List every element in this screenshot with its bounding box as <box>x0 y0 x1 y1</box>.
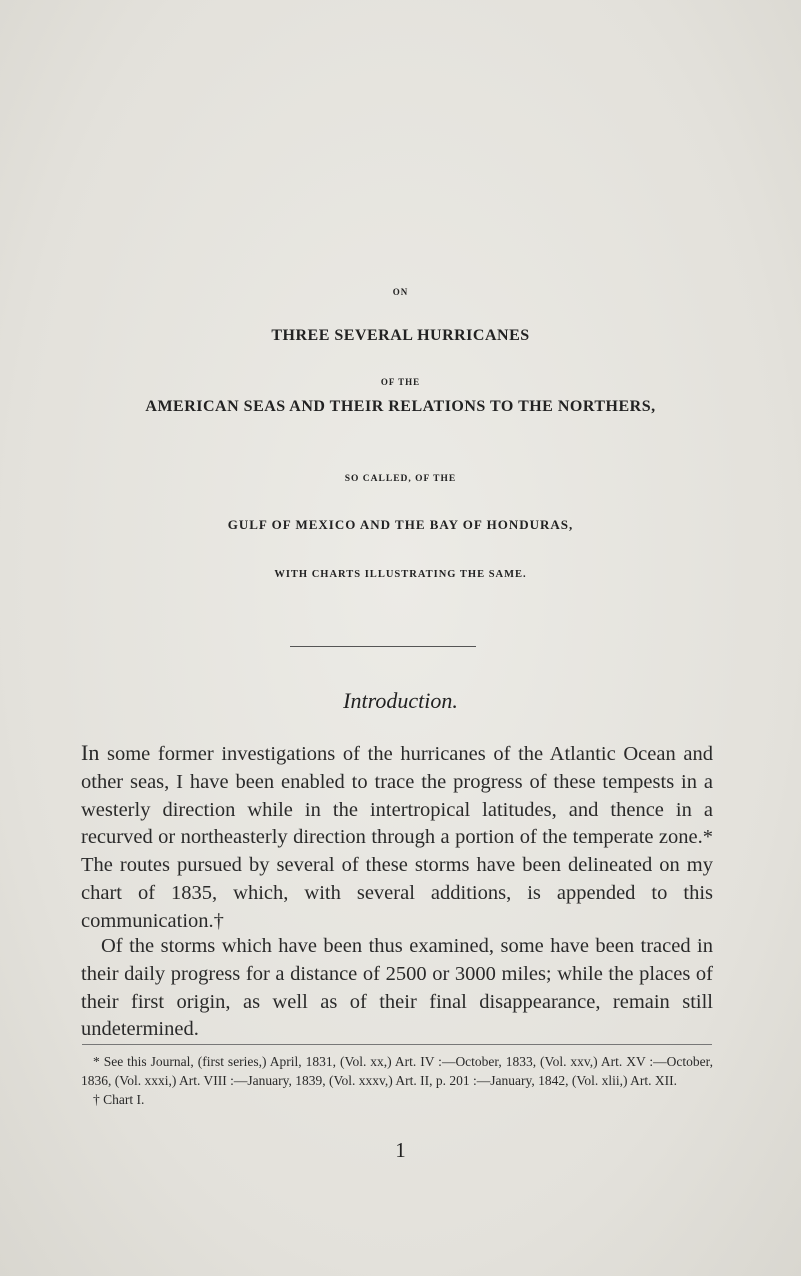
title-charts-line: WITH CHARTS ILLUSTRATING THE SAME. <box>274 569 527 580</box>
title-line-1: THREE SEVERAL HURRICANES <box>271 327 530 344</box>
paragraph-2-text: Of the storms which have been thus examined, some have been traced in their daily progress for a distance of 2500 or 3000 miles; while the places of their first origin, as well as of their final disappearance, remain still undetermined. <box>81 935 713 1041</box>
title-so-called: SO CALLED, OF THE <box>344 474 457 484</box>
footnote-rule <box>82 1044 712 1045</box>
paragraph-2 <box>81 933 713 1044</box>
section-heading: Introduction. <box>343 688 458 713</box>
paragraph-1 <box>81 739 713 936</box>
title-line-2: AMERICAN SEAS AND THEIR RELATIONS TO THE NORTHERS, <box>145 398 656 415</box>
title-divider <box>290 646 476 647</box>
footnotes <box>81 1052 713 1109</box>
title-line-3: GULF OF MEXICO AND THE BAY OF HONDURAS, <box>227 517 574 532</box>
footnote-2: † Chart I. <box>93 1092 145 1107</box>
paragraph-1-text: some former investigations of the hurricanes of the Atlantic Ocean and other seas, I have been enabled to trace the progress of these tempests in a westerly direction while in the intertropical latitudes, and thence in a recurved or northeasterly direction through a portion of the temperate zone.* The routes pursued by several of these storms have been delineated on my chart of 1835, which, with several additions, is appended to this communication.† <box>81 743 713 932</box>
footnote-1: * See this Journal, (first series,) April, 1831, (Vol. xx,) Art. IV :—October, 1833, (Vol. xxv,) Art. XV :—October, 1836, (Vol. xxxi,) Art. VIII :—January, 1839, (Vol. xxxv,) Art. II, p. 201 :—January, 1842, (Vol. xlii,) Art. XII. <box>81 1054 713 1088</box>
title-of-the: OF THE <box>380 377 421 387</box>
page-number: 1 <box>395 1138 406 1162</box>
paragraph-1-lead: In <box>81 740 100 765</box>
preposition-on: ON <box>392 287 409 297</box>
